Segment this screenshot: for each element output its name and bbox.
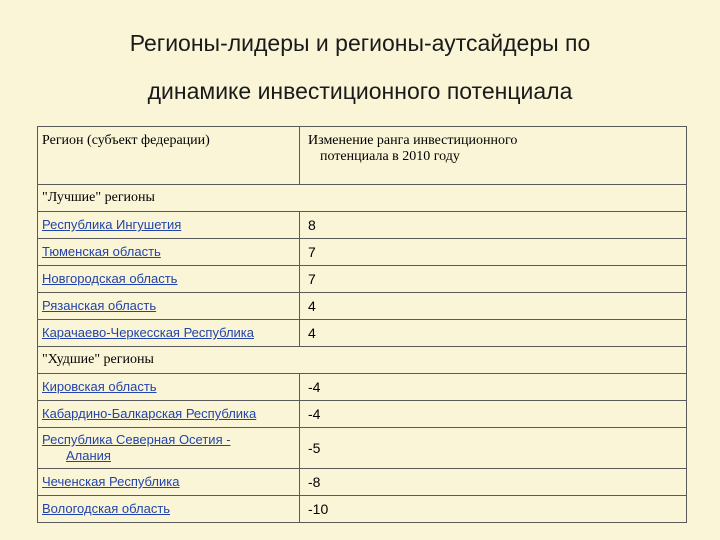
section-worst-row — [38, 347, 687, 374]
rank-change-value: 7 — [308, 243, 316, 260]
section-best-label: "Лучшие" регионы — [38, 185, 687, 212]
region-link[interactable] — [42, 432, 295, 464]
region-link[interactable]: Тюменская область — [42, 244, 161, 259]
rank-change-value: -10 — [308, 500, 329, 517]
title-line-1: Регионы-лидеры и регионы-аутсайдеры по — [129, 30, 591, 56]
header-region: Регион (субъект федерации) — [38, 127, 300, 185]
rank-change-value: -8 — [308, 473, 321, 490]
table-row — [38, 401, 687, 428]
rank-change-value: 4 — [308, 297, 316, 314]
table-row — [38, 374, 687, 401]
region-link-line-1: Республика Северная Осетия - — [42, 432, 231, 447]
ranking-table — [37, 126, 687, 523]
section-best-row — [38, 185, 687, 212]
region-link[interactable]: Кабардино-Балкарская Республика — [42, 406, 257, 421]
table-row — [38, 266, 687, 293]
header-change — [300, 127, 687, 185]
rank-change-value: 8 — [308, 216, 316, 233]
table-header-row — [38, 127, 687, 185]
region-link[interactable]: Новгородская область — [42, 271, 178, 286]
rank-change-value: 7 — [308, 270, 316, 287]
rank-change-value: -4 — [308, 378, 321, 395]
table-row — [38, 293, 687, 320]
title-line-2: динамике инвестиционного потенциала — [147, 78, 573, 104]
table-row — [38, 320, 687, 347]
region-link[interactable]: Кировская область — [42, 379, 157, 394]
table-row — [38, 496, 687, 523]
region-link-line-2: Алания — [66, 448, 111, 463]
table-row — [38, 212, 687, 239]
table-row — [38, 239, 687, 266]
section-worst-label: "Худшие" регионы — [38, 347, 687, 374]
rank-change-value: -5 — [308, 439, 321, 456]
region-link[interactable]: Чеченская Республика — [42, 474, 180, 489]
rank-change-value: -4 — [308, 405, 321, 422]
rank-change-value: 4 — [308, 324, 316, 341]
table-row — [38, 428, 687, 469]
region-link[interactable]: Рязанская область — [42, 298, 157, 313]
region-link[interactable]: Карачаево-Черкесская Республика — [42, 325, 254, 340]
table-row — [38, 469, 687, 496]
region-link[interactable]: Вологодская область — [42, 501, 171, 516]
region-link[interactable]: Республика Ингушетия — [42, 217, 182, 232]
header-change-line-1: Изменение ранга инвестиционного — [308, 133, 518, 148]
header-change-line-2: потенциала в 2010 году — [320, 149, 460, 164]
